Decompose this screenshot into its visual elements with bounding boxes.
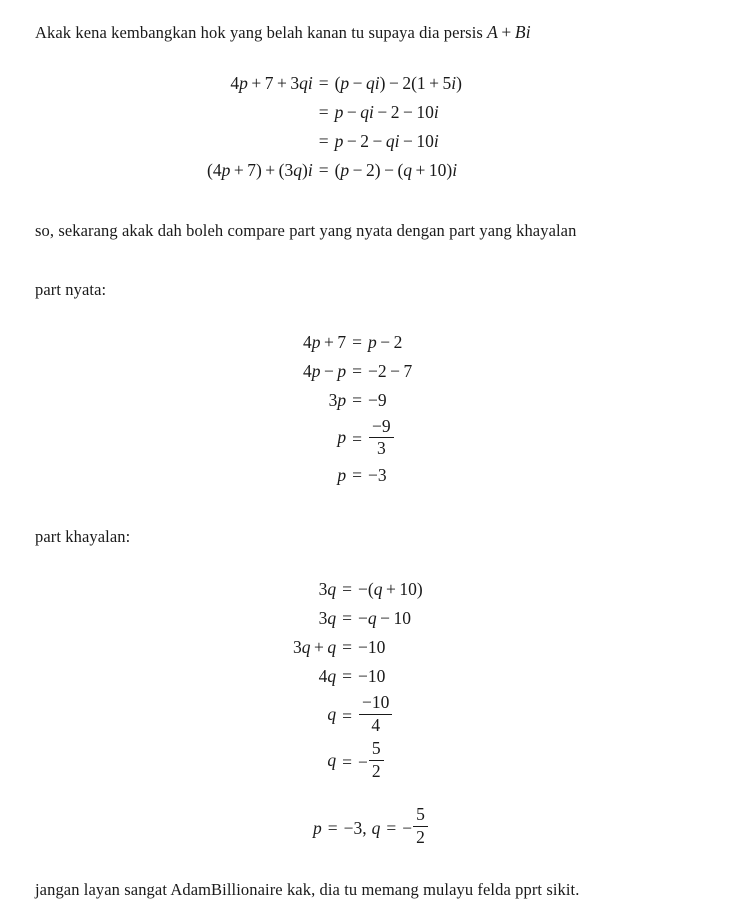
equation-rhs (346, 328, 412, 357)
variable-q: q (299, 72, 308, 93)
coefficient-4: 4 (212, 159, 222, 180)
equation-lhs (207, 98, 313, 127)
intro-text: Akak kena kembangkan hok yang belah kanan tu supaya dia persis (35, 23, 488, 42)
operator-minus: − (346, 101, 357, 122)
variable-q: q (327, 703, 337, 724)
paren-close: ) (416, 579, 423, 600)
equation-row (293, 633, 423, 662)
equation-row (207, 98, 462, 127)
operator-minus: − (324, 360, 334, 381)
operator-plus: + (415, 159, 426, 180)
number-1: 1 (416, 72, 426, 93)
operator-plus: + (385, 579, 396, 600)
equation-lhs (293, 691, 336, 737)
variable-i: i (433, 101, 439, 122)
symbol-A: A (487, 22, 498, 42)
paren-open: ( (207, 159, 213, 180)
equation-row (207, 156, 462, 185)
final-answer-equation (313, 805, 705, 847)
equation-rhs (346, 461, 412, 490)
equation-rhs (336, 633, 423, 662)
operator-plus: + (233, 159, 244, 180)
operator-plus: + (314, 637, 324, 658)
closing-note-paragraph: jangan layan sangat AdamBillionaire kak, dia tu memang mulayu felda pprt sikit. (35, 880, 580, 900)
variable-q: q (327, 666, 337, 687)
number-2: 2 (377, 360, 387, 381)
variable-q: q (327, 749, 337, 770)
equation-lhs (303, 415, 346, 461)
variable-p: p (311, 360, 321, 381)
paren-open: ( (334, 72, 341, 93)
coefficient-3: 3 (293, 637, 302, 658)
variable-p: p (340, 159, 350, 180)
equation-row (303, 328, 412, 357)
equation-row (293, 575, 423, 604)
paren-open: ( (397, 159, 404, 180)
equation-rhs (313, 69, 462, 98)
fraction-p-value (369, 417, 394, 459)
equation-row (303, 386, 412, 415)
number-9: 9 (377, 389, 387, 410)
operator-plus: + (324, 331, 334, 352)
variable-p: p (334, 101, 344, 122)
variable-q: q (293, 159, 302, 180)
sign-minus: − (368, 464, 378, 485)
imaginary-part-equation-block (293, 575, 423, 783)
number-2: 2 (402, 72, 412, 93)
number-3: 3 (353, 817, 363, 838)
paren-close: ) (446, 159, 453, 180)
coefficient-3: 3 (318, 579, 328, 600)
equation-lhs (293, 662, 336, 691)
expansion-equation-block (207, 69, 462, 185)
equation-row (207, 69, 462, 98)
real-part-equation-block (303, 328, 412, 490)
real-part-heading: part nyata: (35, 280, 107, 300)
fraction-q-value (359, 693, 392, 735)
variable-q: q (327, 637, 337, 658)
number-7: 7 (264, 72, 274, 93)
equation-lhs (293, 737, 336, 783)
equation-lhs (207, 156, 313, 185)
fraction-numerator: 5 (371, 738, 381, 759)
operator-minus: − (388, 72, 399, 93)
intro-inline-math (487, 22, 531, 42)
number-10: 10 (367, 666, 386, 687)
equation-rhs (336, 691, 423, 737)
operator-minus: − (402, 130, 413, 151)
equation-rhs (313, 156, 462, 185)
equation-rhs (336, 604, 423, 633)
equation-lhs (303, 461, 346, 490)
variable-q: q (360, 101, 369, 122)
number-10: 10 (367, 637, 386, 658)
number-10: 10 (416, 101, 434, 122)
equation-rhs (313, 98, 462, 127)
fraction-denominator: 3 (369, 437, 394, 459)
number-5: 5 (442, 72, 452, 93)
variable-p: p (221, 159, 231, 180)
operator-minus: − (346, 130, 357, 151)
paren-close: ) (255, 159, 262, 180)
coefficient-4: 4 (318, 666, 328, 687)
operator-minus: − (377, 101, 388, 122)
equation-lhs (303, 386, 346, 415)
equation-lhs (303, 328, 346, 357)
equation-lhs (293, 604, 336, 633)
operator-plus: + (276, 72, 287, 93)
operator-equals: = (342, 666, 352, 687)
operator-equals: = (352, 464, 362, 485)
sign-minus: − (358, 608, 368, 629)
variable-i: i (452, 159, 458, 180)
equation-lhs (303, 357, 346, 386)
operator-equals: = (342, 608, 352, 629)
variable-i: i (307, 159, 313, 180)
operator-minus: − (402, 101, 413, 122)
operator-equals: = (318, 72, 329, 93)
operator-minus: − (380, 608, 390, 629)
variable-p: p (239, 72, 248, 93)
equation-lhs (207, 127, 313, 156)
symbol-i: i (525, 22, 531, 42)
fraction-denominator: 4 (359, 714, 392, 736)
coefficient-4: 4 (303, 331, 312, 352)
equation-row (293, 604, 423, 633)
sign-minus: − (358, 751, 368, 772)
number-7: 7 (337, 331, 347, 352)
operator-equals: = (352, 389, 362, 410)
operator-equals: = (352, 331, 362, 352)
fraction-numerator: 5 (416, 804, 425, 825)
equation-rhs (313, 127, 462, 156)
coefficient-3: 3 (318, 608, 328, 629)
operator-equals: = (342, 751, 352, 772)
variable-i: i (451, 72, 457, 93)
operator-minus: − (352, 159, 363, 180)
fraction-q-simplified (369, 739, 384, 781)
variable-p: p (334, 130, 344, 151)
fraction-numerator: −9 (372, 415, 391, 436)
fraction-denominator: 2 (369, 760, 384, 782)
variable-p: p (313, 817, 322, 838)
operator-minus: − (384, 159, 394, 180)
variable-p: p (337, 389, 347, 410)
imaginary-part-heading: part khayalan: (35, 526, 131, 546)
equation-rhs (336, 662, 423, 691)
operator-plus: + (429, 72, 440, 93)
sign-minus: − (358, 637, 368, 658)
paren-close: ) (374, 159, 381, 180)
equation-row (293, 662, 423, 691)
equation-rhs (346, 415, 412, 461)
paren-open: ( (367, 579, 374, 600)
variable-p: p (337, 464, 347, 485)
equation-row (303, 357, 412, 386)
variable-p: p (368, 331, 377, 352)
compare-note-paragraph: so, sekarang akak dah boleh compare part yang nyata dengan part yang khayalan (35, 220, 577, 240)
equation-row (207, 127, 462, 156)
variable-i: i (433, 130, 439, 151)
variable-p: p (337, 360, 347, 381)
operator-equals: = (318, 101, 329, 122)
operator-equals: = (352, 429, 362, 450)
variable-i: i (394, 130, 400, 151)
number-10: 10 (393, 608, 411, 629)
operator-equals: = (327, 817, 338, 838)
fraction-numerator: −10 (362, 692, 390, 713)
equation-lhs (293, 633, 336, 662)
variable-i: i (374, 72, 380, 93)
coefficient-3: 3 (290, 72, 300, 93)
operator-equals: = (386, 817, 397, 838)
operator-equals: = (318, 159, 329, 180)
variable-q: q (366, 72, 375, 93)
symbol-plus: + (501, 22, 512, 42)
number-2: 2 (393, 331, 403, 352)
equation-row-fraction (293, 691, 423, 737)
paren-close: ) (301, 159, 308, 180)
paren-open: ( (334, 159, 341, 180)
sign-minus: − (343, 817, 354, 838)
paren-open: ( (278, 159, 285, 180)
variable-q: q (327, 579, 337, 600)
equation-lhs (207, 69, 313, 98)
operator-minus: − (352, 72, 363, 93)
number-10: 10 (416, 130, 434, 151)
variable-q: q (373, 579, 383, 600)
variable-p: p (337, 427, 347, 448)
equation-row (303, 461, 412, 490)
coefficient-3: 3 (284, 159, 294, 180)
number-3: 3 (377, 464, 387, 485)
operator-plus: + (251, 72, 262, 93)
intro-paragraph (35, 20, 705, 45)
variable-q: q (367, 608, 377, 629)
number-2: 2 (390, 101, 400, 122)
variable-q: q (371, 817, 381, 838)
variable-q: q (385, 130, 395, 151)
number-2: 2 (360, 130, 369, 151)
operator-equals: = (342, 637, 352, 658)
equation-row-fraction (293, 737, 423, 783)
equation-rhs (346, 357, 412, 386)
comma-separator: , (362, 817, 367, 838)
variable-q: q (327, 608, 337, 629)
equation-rhs (336, 737, 423, 783)
coefficient-4: 4 (230, 72, 240, 93)
operator-equals: = (352, 360, 362, 381)
number-10: 10 (428, 159, 447, 180)
operator-equals: = (342, 705, 352, 726)
variable-i: i (368, 101, 374, 122)
sign-minus: − (358, 579, 368, 600)
number-7: 7 (403, 360, 413, 381)
equation-rhs (346, 386, 412, 415)
number-2: 2 (366, 159, 375, 180)
number-7: 7 (247, 159, 256, 180)
fraction-denominator: 2 (413, 826, 428, 848)
sign-minus: − (368, 360, 378, 381)
paren-close: ) (379, 72, 386, 93)
operator-minus: − (372, 130, 383, 151)
variable-p: p (311, 331, 321, 352)
operator-plus: + (265, 159, 276, 180)
fraction-final-q (413, 805, 428, 847)
paren-close: ) (456, 72, 462, 93)
sign-minus: − (402, 817, 413, 838)
paren-open: ( (411, 72, 417, 93)
coefficient-4: 4 (303, 360, 312, 381)
variable-p: p (340, 72, 350, 93)
equation-lhs (293, 575, 336, 604)
operator-equals: = (342, 579, 352, 600)
variable-q: q (301, 637, 311, 658)
operator-equals: = (318, 130, 329, 151)
sign-minus: − (368, 389, 378, 410)
operator-minus: − (390, 360, 400, 381)
operator-minus: − (380, 331, 391, 352)
symbol-B: B (514, 22, 526, 42)
variable-q: q (403, 159, 413, 180)
variable-i: i (307, 72, 313, 93)
sign-minus: − (358, 666, 368, 687)
equation-row-fraction (303, 415, 412, 461)
equation-rhs (336, 575, 423, 604)
coefficient-3: 3 (328, 389, 338, 410)
number-10: 10 (399, 579, 417, 600)
